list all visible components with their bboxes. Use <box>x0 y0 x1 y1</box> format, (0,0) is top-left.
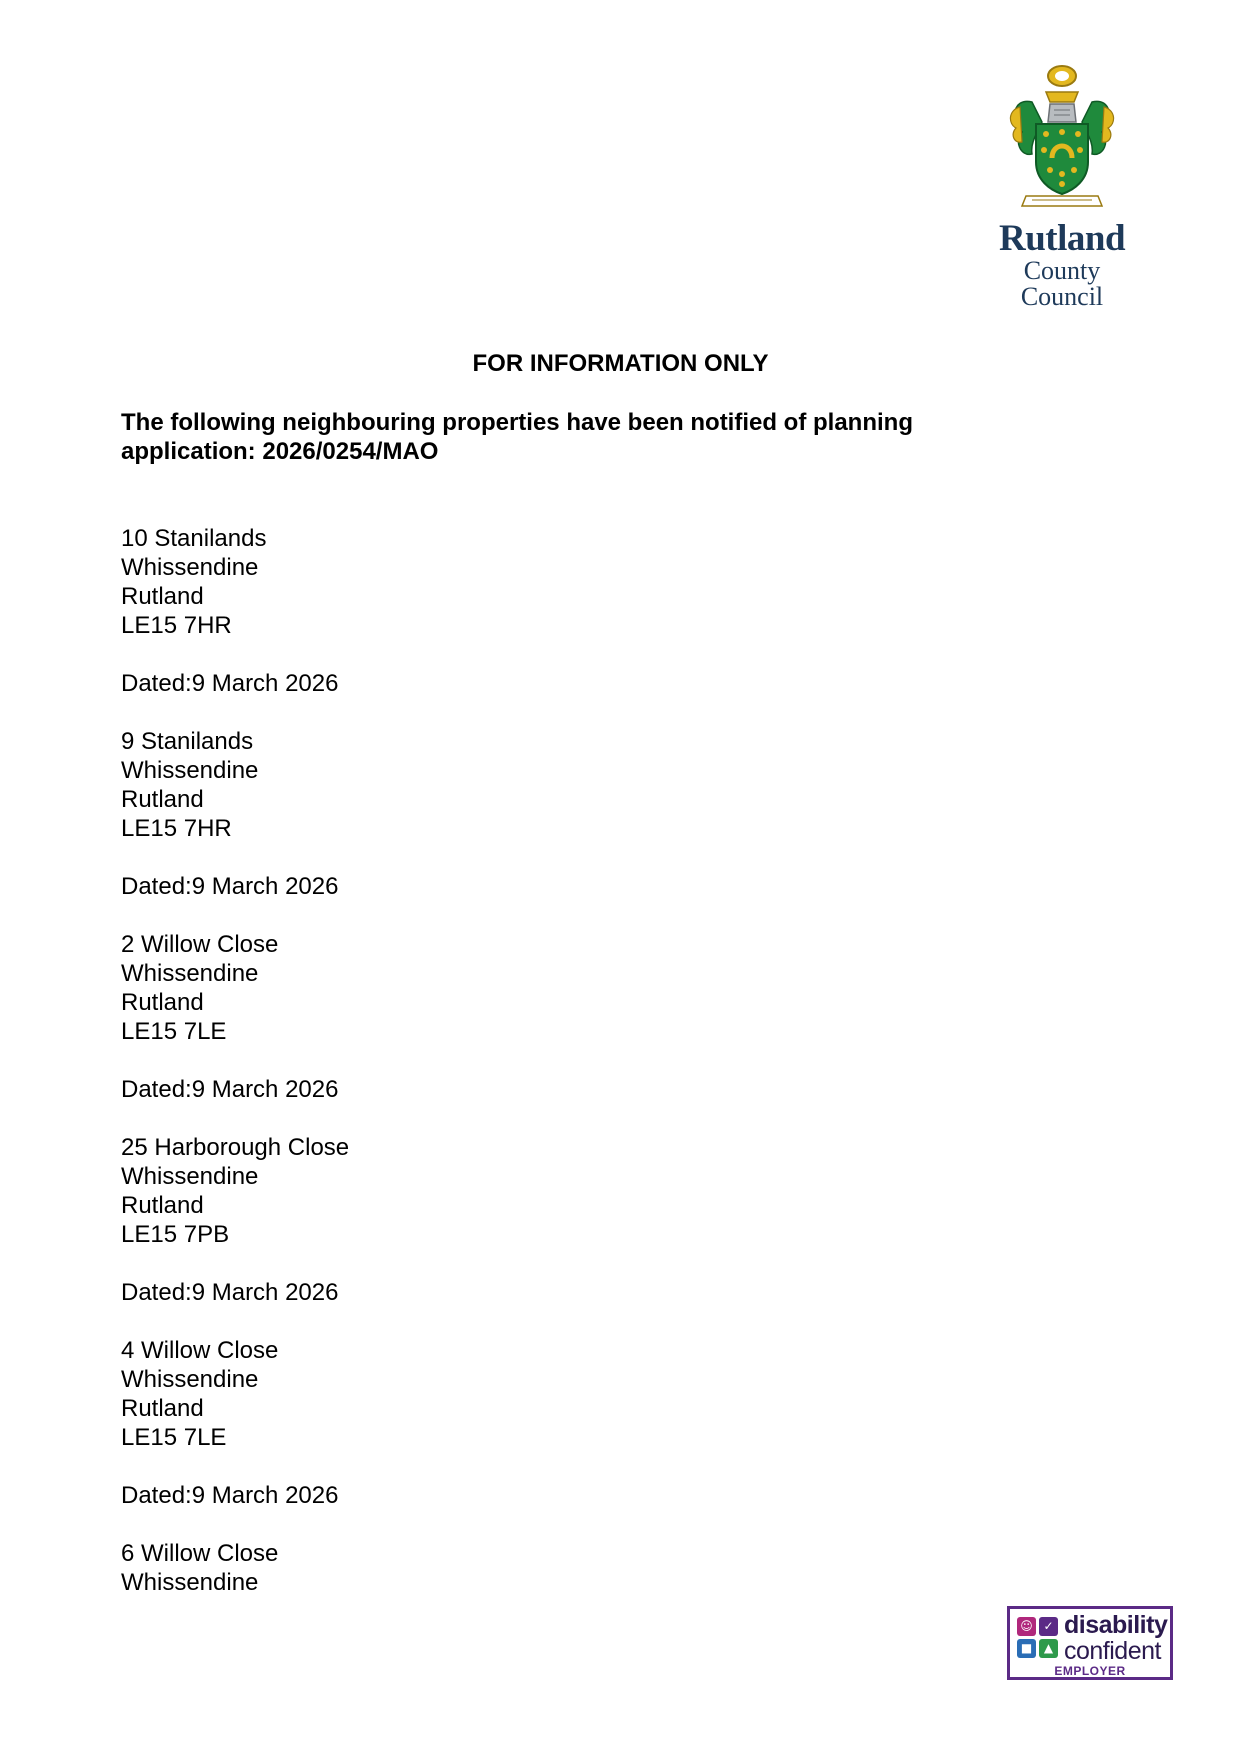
intro-line-1: The following neighbouring properties have been notified of planning <box>121 409 913 436</box>
address-postcode: LE15 7PB <box>121 1221 230 1248</box>
badge-word-confident: confident <box>1064 1637 1161 1665</box>
people-icon: ☺ <box>1017 1617 1036 1636</box>
address-dated: Dated:9 March 2026 <box>121 1482 339 1509</box>
address-line-2: Whissendine <box>121 960 259 987</box>
page-heading: FOR INFORMATION ONLY <box>472 350 769 377</box>
address-line-3: Rutland <box>121 989 204 1016</box>
address-line-1: 10 Stanilands <box>121 525 267 552</box>
address-line-2: Whissendine <box>121 1366 259 1393</box>
address-entry <box>121 1336 821 1510</box>
address-line-3: Rutland <box>121 1395 204 1422</box>
address-line-1: 9 Stanilands <box>121 728 254 755</box>
address-line-2: Whissendine <box>121 554 259 581</box>
address-line-2: Whissendine <box>121 1163 259 1190</box>
address-dated: Dated:9 March 2026 <box>121 1279 339 1306</box>
address-line-1: 2 Willow Close <box>121 931 279 958</box>
address-postcode: LE15 7LE <box>121 1424 227 1451</box>
address-entry-partial <box>121 1539 821 1597</box>
council-subtitle: County Council <box>1020 256 1104 311</box>
address-line-3: Rutland <box>121 786 204 813</box>
address-line-1: 4 Willow Close <box>121 1337 279 1364</box>
badge-word-employer: EMPLOYER <box>1010 1665 1170 1677</box>
address-list <box>121 524 821 1626</box>
address-entry <box>121 1133 821 1307</box>
intro-text <box>121 408 1021 466</box>
address-dated: Dated:9 March 2026 <box>121 670 339 697</box>
address-entry <box>121 930 821 1104</box>
coat-of-arms-icon <box>1002 62 1122 212</box>
address-dated: Dated:9 March 2026 <box>121 873 339 900</box>
badge-word-disability: disability <box>1064 1611 1168 1639</box>
address-line-3: Rutland <box>121 1192 204 1219</box>
address-line-2: Whissendine <box>121 1569 259 1596</box>
address-postcode: LE15 7HR <box>121 815 232 842</box>
puzzle-icon: ▲ <box>1039 1639 1058 1658</box>
address-postcode: LE15 7LE <box>121 1018 227 1045</box>
address-line-1: 6 Willow Close <box>121 1540 279 1567</box>
intro-line-2: application: 2026/0254/MAO <box>121 438 439 465</box>
council-name: Rutland <box>998 218 1126 259</box>
address-line-2: Whissendine <box>121 757 259 784</box>
address-line-3: Rutland <box>121 583 204 610</box>
disability-confident-badge <box>1007 1606 1173 1680</box>
check-icon: ✓ <box>1039 1617 1058 1636</box>
address-line-1: 25 Harborough Close <box>121 1134 350 1161</box>
address-dated: Dated:9 March 2026 <box>121 1076 339 1103</box>
council-logo <box>986 62 1146 311</box>
address-entry <box>121 727 821 901</box>
lock-icon: ■ <box>1017 1639 1036 1658</box>
address-entry <box>121 524 821 698</box>
disability-confident-icon <box>1017 1617 1059 1659</box>
address-postcode: LE15 7HR <box>121 612 232 639</box>
